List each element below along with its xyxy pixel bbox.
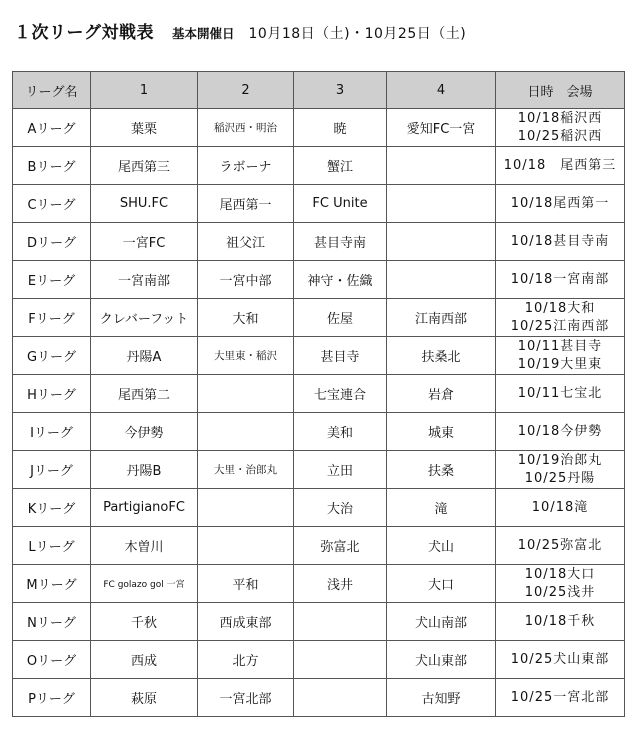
table-row xyxy=(13,337,625,375)
column-header: 日時 会場 xyxy=(496,72,625,109)
column-header: リーグ名 xyxy=(13,72,91,109)
team-cell: 千秋 xyxy=(91,603,198,641)
team-cell xyxy=(294,603,387,641)
team-cell: 美和 xyxy=(294,413,387,451)
league-name-cell: Fリーグ xyxy=(13,299,91,337)
date-venue-cell xyxy=(496,413,625,451)
date-venue-line: 10/25丹陽 xyxy=(524,470,596,486)
table-body xyxy=(13,109,625,717)
team-cell: PartigianoFC xyxy=(91,489,198,527)
date-venue-cell xyxy=(496,261,625,299)
team-cell: 稲沢西・明治 xyxy=(198,109,294,147)
date-venue-cell xyxy=(496,375,625,413)
league-name-cell: Dリーグ xyxy=(13,223,91,261)
team-cell xyxy=(198,413,294,451)
title-line xyxy=(14,18,466,42)
team-cell xyxy=(198,527,294,565)
team-cell: 一宮中部 xyxy=(198,261,294,299)
date-venue-line: 10/18滝 xyxy=(531,499,589,515)
team-cell xyxy=(387,261,496,299)
team-cell: 大治 xyxy=(294,489,387,527)
team-cell: 七宝連合 xyxy=(294,375,387,413)
table-row xyxy=(13,413,625,451)
team-cell: 神守・佐織 xyxy=(294,261,387,299)
table-row xyxy=(13,223,625,261)
date-venue-line: 10/11七宝北 xyxy=(517,385,603,401)
team-cell: 今伊勢 xyxy=(91,413,198,451)
table-row xyxy=(13,641,625,679)
league-name-cell: Hリーグ xyxy=(13,375,91,413)
team-cell: SHU.FC xyxy=(91,185,198,223)
team-cell: 大和 xyxy=(198,299,294,337)
team-cell: 岩倉 xyxy=(387,375,496,413)
date-venue-line: 10/19大里東 xyxy=(517,356,603,372)
team-cell: 犬山 xyxy=(387,527,496,565)
team-cell: 扶桑 xyxy=(387,451,496,489)
schedule-dates: 10月18日（土)・10月25日（土) xyxy=(248,26,467,42)
date-venue-cell xyxy=(496,603,625,641)
table-row xyxy=(13,375,625,413)
team-cell: 江南西部 xyxy=(387,299,496,337)
team-cell: 平和 xyxy=(198,565,294,603)
date-venue-cell xyxy=(496,299,625,337)
table-row xyxy=(13,109,625,147)
table-row xyxy=(13,147,625,185)
date-venue-line: 10/11甚目寺 xyxy=(517,338,603,354)
league-name-cell: Aリーグ xyxy=(13,109,91,147)
table-row xyxy=(13,261,625,299)
team-cell: 丹陽A xyxy=(91,337,198,375)
date-venue-line: 10/18大和 xyxy=(524,300,596,316)
date-venue-line: 10/25浅井 xyxy=(524,584,596,600)
date-venue-line: 10/25犬山東部 xyxy=(510,651,610,667)
team-cell xyxy=(294,679,387,717)
column-header: 2 xyxy=(198,72,294,109)
table-row xyxy=(13,603,625,641)
date-venue-cell xyxy=(496,489,625,527)
league-name-cell: Kリーグ xyxy=(13,489,91,527)
team-cell: 古知野 xyxy=(387,679,496,717)
team-cell: 北方 xyxy=(198,641,294,679)
column-header: 4 xyxy=(387,72,496,109)
table-row xyxy=(13,527,625,565)
team-cell: FC Unite xyxy=(294,185,387,223)
date-venue-line: 10/18今伊勢 xyxy=(517,423,603,439)
league-name-cell: Iリーグ xyxy=(13,413,91,451)
date-venue-line: 10/25一宮北部 xyxy=(510,689,610,705)
team-cell: 甚目寺 xyxy=(294,337,387,375)
team-cell xyxy=(387,223,496,261)
team-cell: 西成 xyxy=(91,641,198,679)
team-cell: 木曽川 xyxy=(91,527,198,565)
team-cell: 城東 xyxy=(387,413,496,451)
date-venue-line: 10/18大口 xyxy=(524,566,596,582)
league-name-cell: Eリーグ xyxy=(13,261,91,299)
schedule-label: 基本開催日 xyxy=(172,26,235,41)
page-title: １次リーグ対戦表 xyxy=(14,23,154,43)
team-cell: 弥富北 xyxy=(294,527,387,565)
team-cell: 愛知FC一宮 xyxy=(387,109,496,147)
team-cell xyxy=(387,147,496,185)
league-name-cell: Lリーグ xyxy=(13,527,91,565)
team-cell: 大里東・稲沢 xyxy=(198,337,294,375)
column-header: 1 xyxy=(91,72,198,109)
league-name-cell: Gリーグ xyxy=(13,337,91,375)
team-cell: 浅井 xyxy=(294,565,387,603)
date-venue-cell xyxy=(496,641,625,679)
column-header: 3 xyxy=(294,72,387,109)
team-cell: 大里・治郎丸 xyxy=(198,451,294,489)
team-cell: 犬山南部 xyxy=(387,603,496,641)
team-cell: 尾西第一 xyxy=(198,185,294,223)
team-cell: ラボーナ xyxy=(198,147,294,185)
date-venue-cell xyxy=(496,565,625,603)
team-cell: 甚目寺南 xyxy=(294,223,387,261)
table-row xyxy=(13,565,625,603)
date-venue-line: 10/19治郎丸 xyxy=(517,452,603,468)
date-venue-line: 10/18尾西第一 xyxy=(510,195,610,211)
team-cell: 滝 xyxy=(387,489,496,527)
league-table xyxy=(12,71,625,717)
table-row xyxy=(13,299,625,337)
team-cell xyxy=(387,185,496,223)
team-cell: 一宮北部 xyxy=(198,679,294,717)
team-cell: 一宮南部 xyxy=(91,261,198,299)
league-name-cell: Nリーグ xyxy=(13,603,91,641)
team-cell: 大口 xyxy=(387,565,496,603)
date-venue-cell xyxy=(496,109,625,147)
date-venue-line: 10/18稲沢西 xyxy=(517,110,603,126)
team-cell: 犬山東部 xyxy=(387,641,496,679)
league-name-cell: Bリーグ xyxy=(13,147,91,185)
date-venue-line: 10/18千秋 xyxy=(524,613,596,629)
team-cell xyxy=(198,489,294,527)
team-cell: 萩原 xyxy=(91,679,198,717)
date-venue-cell xyxy=(496,223,625,261)
league-name-cell: Oリーグ xyxy=(13,641,91,679)
table-header-row xyxy=(13,72,625,109)
league-name-cell: Jリーグ xyxy=(13,451,91,489)
team-cell: FC golazo gol 一宮 xyxy=(91,565,198,603)
table-row xyxy=(13,679,625,717)
team-cell xyxy=(294,641,387,679)
team-cell xyxy=(198,375,294,413)
league-name-cell: Mリーグ xyxy=(13,565,91,603)
table-row xyxy=(13,185,625,223)
table-row xyxy=(13,489,625,527)
team-cell: 扶桑北 xyxy=(387,337,496,375)
league-name-cell: Cリーグ xyxy=(13,185,91,223)
team-cell: 祖父江 xyxy=(198,223,294,261)
date-venue-cell xyxy=(496,527,625,565)
date-venue-line: 10/18一宮南部 xyxy=(510,271,610,287)
team-cell: 佐屋 xyxy=(294,299,387,337)
date-venue-cell xyxy=(496,451,625,489)
team-cell: 丹陽B xyxy=(91,451,198,489)
date-venue-line: 10/25稲沢西 xyxy=(517,128,603,144)
date-venue-line: 10/18 尾西第三 xyxy=(503,157,617,173)
team-cell: 葉栗 xyxy=(91,109,198,147)
team-cell: 蟹江 xyxy=(294,147,387,185)
team-cell: 立田 xyxy=(294,451,387,489)
date-venue-line: 10/18甚目寺南 xyxy=(510,233,610,249)
date-venue-cell xyxy=(496,337,625,375)
team-cell: クレバーフット xyxy=(91,299,198,337)
date-venue-line: 10/25江南西部 xyxy=(510,318,610,334)
date-venue-cell xyxy=(496,147,625,185)
date-venue-cell xyxy=(496,185,625,223)
date-venue-line: 10/25弥富北 xyxy=(517,537,603,553)
team-cell: 尾西第二 xyxy=(91,375,198,413)
team-cell: 西成東部 xyxy=(198,603,294,641)
table-row xyxy=(13,451,625,489)
team-cell: 一宮FC xyxy=(91,223,198,261)
date-venue-cell xyxy=(496,679,625,717)
team-cell: 暁 xyxy=(294,109,387,147)
team-cell: 尾西第三 xyxy=(91,147,198,185)
league-name-cell: Pリーグ xyxy=(13,679,91,717)
